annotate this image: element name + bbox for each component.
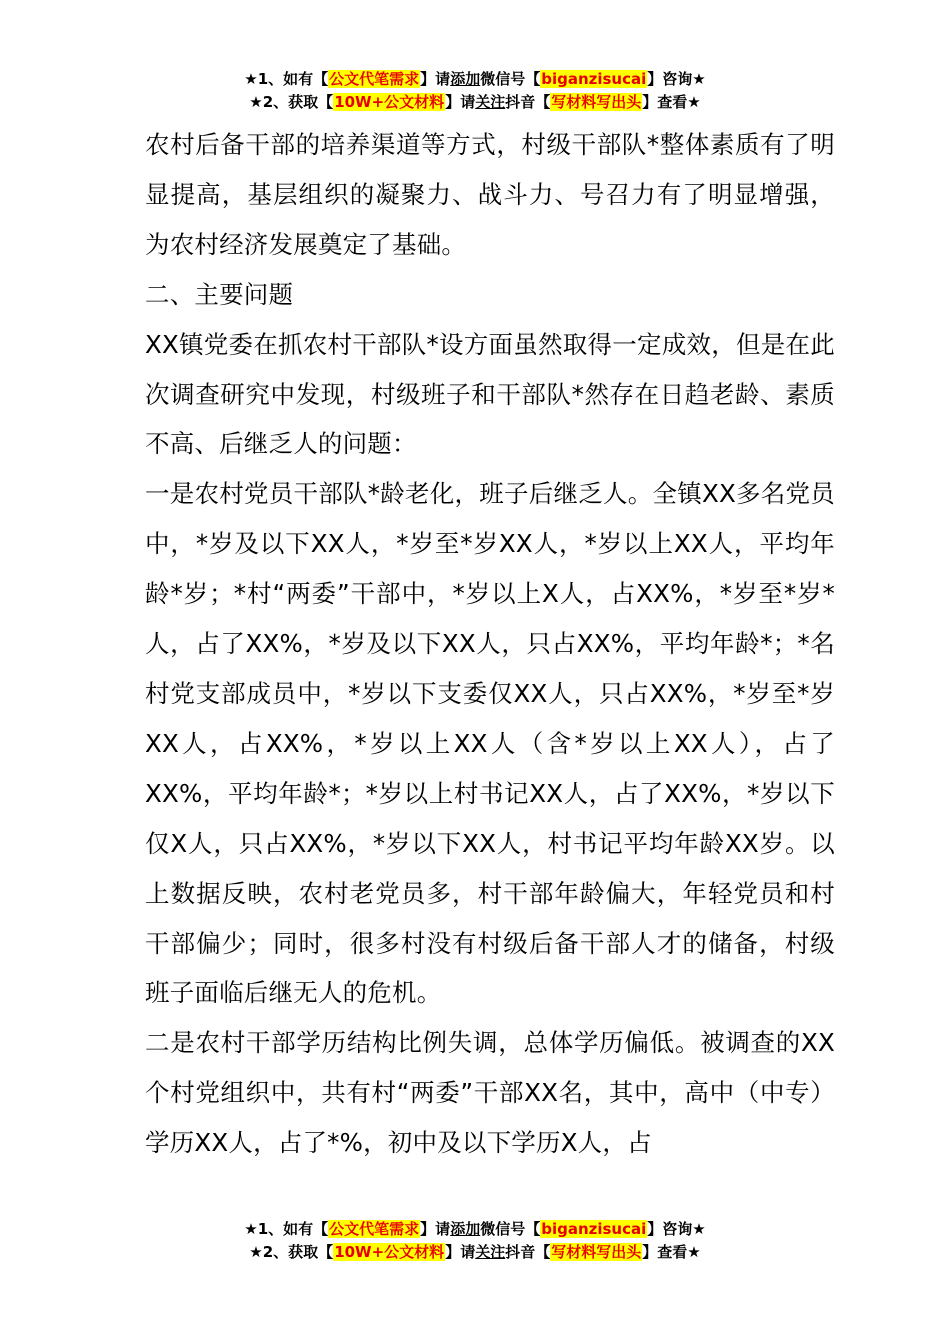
paragraph: 农村后备干部的培养渠道等方式，村级干部队*整体素质有了明显提高，基层组织的凝聚力、战斗力、号召力有了明显增强，为农村经济发展奠定了基础。 [145, 130, 835, 259]
banner-highlight: 10W+公文材料 [334, 1243, 445, 1261]
banner-highlight: 公文代笔需求 [329, 70, 420, 88]
banner-wechat-id: biganzisucai [541, 70, 647, 88]
banner-line-2: ★2、获取【10W+公文材料】请关注抖音【写材料写出头】查看★ [249, 1243, 701, 1261]
banner-line-2: ★2、获取【10W+公文材料】请关注抖音【写材料写出头】查看★ [249, 93, 701, 111]
section-heading: 二、主要问题 [145, 279, 294, 309]
banner-douyin-id: 写材料写出头 [551, 1243, 642, 1261]
header-banner [0, 68, 950, 114]
paragraph: XX镇党委在抓农村干部队*设方面虽然取得一定成效，但是在此次调查研究中发现，村级班子和干部队*然存在日趋老龄、素质不高、后继乏人的问题： [145, 329, 835, 459]
document-body [145, 120, 835, 1168]
banner-wechat-id: biganzisucai [541, 1220, 647, 1238]
banner-line-1: ★1、如有【公文代笔需求】请添加微信号【biganzisucai】咨询★ [244, 70, 706, 88]
banner-line-1: ★1、如有【公文代笔需求】请添加微信号【biganzisucai】咨询★ [244, 1220, 706, 1238]
paragraph: 一是农村党员干部队*龄老化，班子后继乏人。全镇XX多名党员中，*岁及以下XX人，*岁至*岁XX人，*岁以上XX人，平均年龄*岁；*村“两委”干部中，*岁以上X人，占XX%，*岁至*岁*人，占了XX%，*岁及以下XX人，只占XX%，平均年龄*；*名村党支部成员中，*岁以下支委仅XX人，只占XX%，*岁至*岁XX人，占XX%，*岁以上XX人（含*岁以上XX人），占了XX%，平均年龄*；*岁以上村书记XX人，占了XX%，*岁以下仅X人，只占XX%，*岁以下XX人，村书记平均年龄XX岁。以上数据反映，农村老党员多，村干部年龄偏大，年轻党员和村干部偏少；同时，很多村没有村级后备干部人才的储备，村级班子面临后继无人的危机。 [145, 479, 835, 1008]
banner-douyin-id: 写材料写出头 [551, 93, 642, 111]
paragraph: 二是农村干部学历结构比例失调，总体学历偏低。被调查的XX个村党组织中，共有村“两委”干部XX名，其中，高中（中专）学历XX人，占了*%，初中及以下学历X人，占 [145, 1028, 835, 1158]
banner-highlight: 公文代笔需求 [329, 1220, 420, 1238]
banner-highlight: 10W+公文材料 [334, 93, 445, 111]
footer-banner [0, 1218, 950, 1264]
